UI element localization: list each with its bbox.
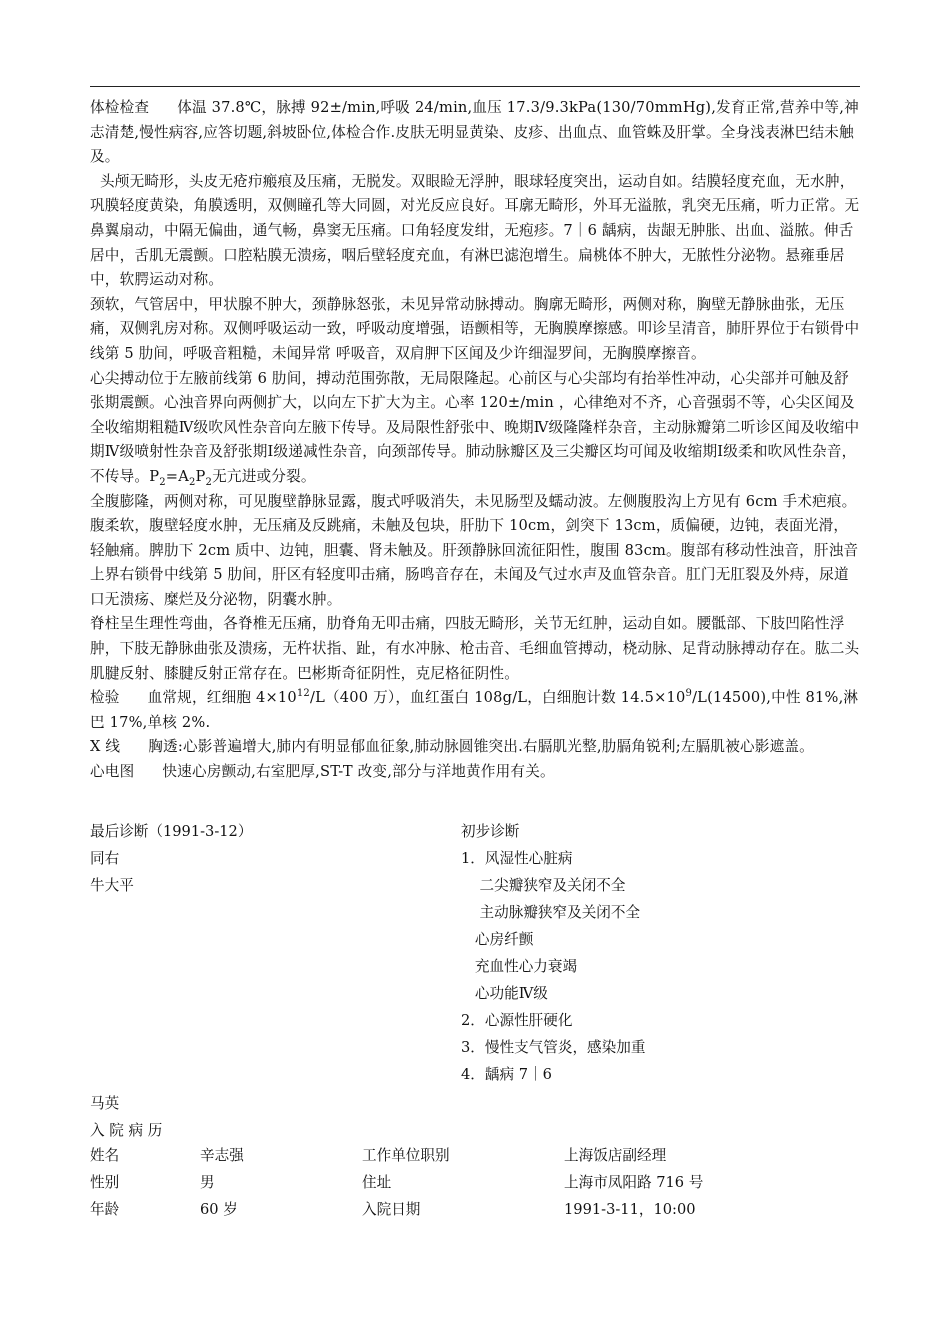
diagnosis-item: 二尖瓣狭窄及关闭不全 — [461, 877, 626, 894]
info-value: 60 岁 — [200, 1201, 238, 1218]
heart-exam-paragraph — [90, 367, 862, 490]
a2-symbol: =A — [165, 467, 189, 485]
general-exam-text: 体温 37.8℃，脉搏 92±/min,呼吸 24/min,血压 17.3/9.3kPa(130/70mmHg),发育正常,营养中等,神志清楚,慢性病容,应答切题,斜坡卧位,体检合作.皮肤无明显黄染、皮疹、出血点、血管蛛及肝掌。全身浅表淋巴结未触及。 — [90, 99, 859, 166]
lab-text-a: 血常规，红细胞 4×10 — [147, 689, 297, 707]
exam-section — [90, 96, 862, 785]
head-exam-paragraph — [90, 170, 862, 293]
final-diagnosis-same: 同右 — [90, 850, 120, 867]
record-title: 入 院 病 历 — [90, 1122, 163, 1139]
xray-label: X 线 — [90, 738, 121, 756]
diagnosis-item: 1．风湿性心脏病 — [461, 850, 573, 867]
neck-chest-paragraph — [90, 293, 862, 367]
info-row-age — [90, 1196, 790, 1223]
initial-diagnosis-column — [461, 818, 645, 1088]
doctor-name: 牛大平 — [90, 877, 134, 894]
record-author: 马英 — [90, 1095, 120, 1112]
diagnosis-item: 心房纤颤 — [461, 931, 534, 948]
initial-diagnosis-title: 初步诊断 — [461, 823, 520, 840]
info-value: 男 — [200, 1174, 215, 1191]
lab-sup-b: 9 — [685, 688, 693, 700]
lab-label: 检验 — [90, 689, 120, 707]
info-row-name — [90, 1142, 790, 1169]
final-diagnosis-title: 最后诊断（1991-3-12） — [90, 823, 253, 840]
info-label: 工作单位职别 — [362, 1147, 450, 1164]
info-value: 1991-3-11，10:00 — [564, 1201, 696, 1218]
head-exam-text: 头颅无畸形，头皮无疮疖瘢痕及压痛，无脱发。双眼睑无浮肿，眼球轻度突出，运动自如。结膜轻度充血，无水肿，巩膜轻度黄染，角膜透明，双侧瞳孔等大同圆，对光反应良好。耳廓无畸形，外耳无溢脓，乳突无压痛，听力正常。无鼻翼扇动，中隔无偏曲，通气畅，鼻窦无压痛。口角轻度发绀，无疱疹。7｜6 龋病，齿龈无肿胀、出血、溢脓。伸舌居中，舌肌无震颤。口腔粘膜无溃疡，咽后壁轻度充血，有淋巴滤泡增生。扁桃体不肿大，无脓性分泌物。悬雍垂居中，软腭运动对称。 — [90, 172, 860, 289]
xray-text: 胸透:心影普遍增大,肺内有明显郁血征象,肺动脉圆锥突出.右膈肌光整,肋膈角锐利;左膈肌被心影遮盖。 — [148, 738, 814, 756]
a2-subscript: 2 — [188, 476, 196, 488]
info-label: 年龄 — [90, 1201, 120, 1218]
lab-text-b: /L（400 万），血红蛋白 108g/L，白细胞计数 14.5×10 — [310, 689, 686, 707]
info-value: 上海饭店副经理 — [564, 1147, 667, 1164]
general-exam-label: 体检检查 — [90, 99, 150, 116]
info-label: 入院日期 — [362, 1201, 421, 1218]
spine-exam-paragraph — [90, 612, 862, 686]
ecg-label: 心电图 — [90, 763, 135, 781]
lab-paragraph — [90, 686, 862, 735]
p2-symbol: P — [149, 467, 160, 485]
final-diagnosis-column — [90, 818, 252, 899]
info-row-gender — [90, 1169, 790, 1196]
info-value: 上海市凤阳路 716 号 — [564, 1174, 704, 1191]
diagnosis-item: 充血性心力衰竭 — [461, 958, 578, 975]
record-header — [90, 1090, 162, 1144]
diagnosis-item: 心功能Ⅳ级 — [461, 985, 548, 1002]
ecg-text: 快速心房颤动,右室肥厚,ST-T 改变,部分与洋地黄作用有关。 — [162, 763, 555, 781]
p2-note: 无亢进或分裂。 — [212, 467, 316, 485]
info-label: 性别 — [90, 1174, 120, 1191]
diagnosis-item: 4．龋病 7｜6 — [461, 1066, 552, 1083]
xray-paragraph — [90, 735, 862, 760]
abdomen-exam-paragraph — [90, 490, 862, 613]
lab-text-c: /L(14500),中性 81%,淋巴 17%,单核 2%. — [90, 689, 859, 731]
spine-exam-text: 脊柱呈生理性弯曲，各脊椎无压痛，肋脊角无叩击痛，四肢无畸形，关节无红肿，运动自如。腰骶部、下肢凹陷性浮肿，下肢无静脉曲张及溃疡，无杵状指、趾，有水冲脉、枪击音、毛细血管搏动，桡动脉、足背动脉搏动存在。肱二头肌腱反射、膝腱反射正常存在。巴彬斯奇征阴性，克尼格征阴性。 — [90, 615, 860, 682]
diagnosis-item: 3．慢性支气管炎，感染加重 — [461, 1039, 646, 1056]
p2b-subscript: 2 — [205, 476, 213, 488]
diagnosis-item: 2．心源性肝硬化 — [461, 1012, 573, 1029]
diagnosis-item: 主动脉瓣狭窄及关闭不全 — [461, 904, 641, 921]
header-rule — [90, 86, 860, 87]
ecg-paragraph — [90, 760, 862, 785]
info-value: 辛志强 — [200, 1147, 244, 1164]
p2b-symbol: P — [195, 467, 206, 485]
info-label: 姓名 — [90, 1147, 120, 1164]
lab-sup-a: 12 — [296, 688, 310, 700]
p2-subscript: 2 — [159, 476, 166, 488]
neck-chest-text: 颈软，气管居中，甲状腺不肿大，颈静脉怒张，未见异常动脉搏动。胸廓无畸形，两侧对称，胸壁无静脉曲张，无压痛，双侧乳房对称。双侧呼吸运动一致，呼吸动度增强，语颤相等，无胸膜摩擦感。叩诊呈清音，肺肝界位于右锁骨中线第 5 肋间，呼吸音粗糙，未闻异常 呼吸音，双肩胛下区闻及少许细湿罗间，无胸膜摩擦音。 — [90, 295, 860, 362]
general-exam-paragraph — [90, 96, 862, 170]
heart-exam-text: 心尖搏动位于左腋前线第 6 肋间，搏动范围弥散，无局限隆起。心前区与心尖部均有抬举性冲动，心尖部并可触及舒张期震颤。心浊音界向两侧扩大，以向左下扩大为主。心率 120±/min ，心律绝对不齐，心音强弱不等，心尖区闻及全收缩期粗糙Ⅳ级吹风性杂音向左腋下传导。及局限性舒张中、晚期Ⅳ级隆隆样杂音，主动脉瓣第二听诊区闻及收缩中期Ⅳ级喷射性杂音及舒张期Ⅰ级递减性杂音，向颈部传导。肺动脉瓣区及三尖瓣区均可闻及收缩期Ⅰ级柔和吹风性杂音，不传导。 — [90, 369, 860, 485]
abdomen-exam-text: 全腹膨隆，两侧对称，可见腹壁静脉显露，腹式呼吸消失，未见肠型及蠕动波。左侧腹股沟上方见有 6cm 手术疤痕。腹柔软，腹壁轻度水肿，无压痛及反跳痛，未触及包块，肝肋下 10cm，剑突下 13cm，质偏硬，边钝，表面光滑，轻触痛。脾肋下 2cm 质中、边钝，胆囊、肾未触及。肝颈静脉回流征阳性，腹围 83cm。腹部有移动性浊音，肝浊音上界右锁骨中线第 5 肋间，肝区有轻度叩击痛，肠鸣音存在，未闻及气过水声及血管杂音。肛门无肛裂及外痔，尿道口无溃疡、糜烂及分泌物，阴囊水肿。 — [90, 492, 859, 608]
info-label: 住址 — [362, 1174, 392, 1191]
